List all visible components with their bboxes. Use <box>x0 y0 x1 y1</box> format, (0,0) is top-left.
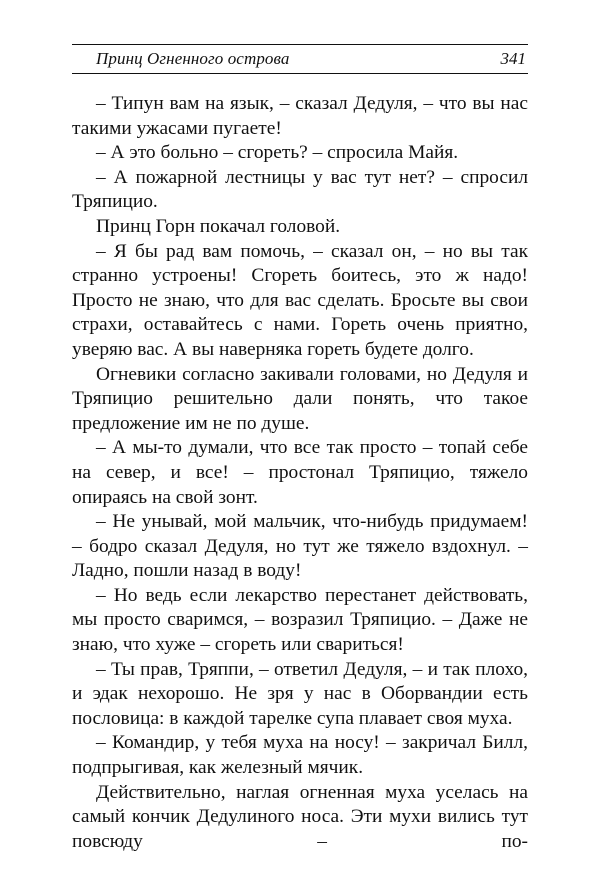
body-text <box>72 92 528 854</box>
paragraph: – Ты прав, Тряппи, – ответил Дедуля, – и так плохо, и эдак нехорошо. Не зря у нас в Оборвандии есть пословица: в каждой тарелке супа плавает своя муха. <box>72 658 528 729</box>
paragraph: – А это больно – сгореть? – спросила Майя. <box>96 142 459 164</box>
paragraph: – Командир, у тебя муха на носу! – закричал Билл, подпрыгивая, как железный мячик. <box>72 732 528 779</box>
paragraph: – Но ведь если лекарство перестанет действовать, мы просто сваримся, – возразил Тряпицио. – Даже не знаю, что хуже – сгореть или свариться! <box>72 584 528 656</box>
paragraph: Действительно, наглая огненная муха уселась на самый кончик Дедулиного носа. Эти мухи вились тут повсюду – по- <box>72 781 528 852</box>
paragraph: – Я бы рад вам помочь, – сказал он, – но вы так странно устроены! Сгореть боитесь, это ж надо! Просто не знаю, что для вас сделать. Бросьте вы свои страхи, оставайтесь с нами. Гореть очень приятно, уверяю вас. А вы наверняка гореть будете долго. <box>72 240 528 360</box>
running-header <box>72 44 528 74</box>
paragraph: – А мы-то думали, что все так просто – топай себе на север, и все! – простонал Тряпицио, тяжело опираясь на свой зонт. <box>72 437 528 508</box>
paragraph: – Не унывай, мой мальчик, что-нибудь придумаем! – бодро сказал Дедуля, но тут же тяжело вздохнул. – Ладно, пошли назад в воду! <box>72 511 528 582</box>
paragraph: – А пожарной лестницы у вас тут нет? – спросил Тряпицио. <box>72 166 528 213</box>
paragraph: Принц Горн покачал головой. <box>96 215 341 237</box>
paragraph: – Типун вам на язык, – сказал Дедуля, – что вы нас такими ужасами пугаете! <box>72 93 528 139</box>
page-number: 341 <box>500 49 526 68</box>
running-title: Принц Огненного острова <box>96 49 290 68</box>
paragraph: Огневики согласно закивали головами, но Дедуля и Тряпицио решительно дали понять, что такое предложение им не по душе. <box>72 363 528 434</box>
